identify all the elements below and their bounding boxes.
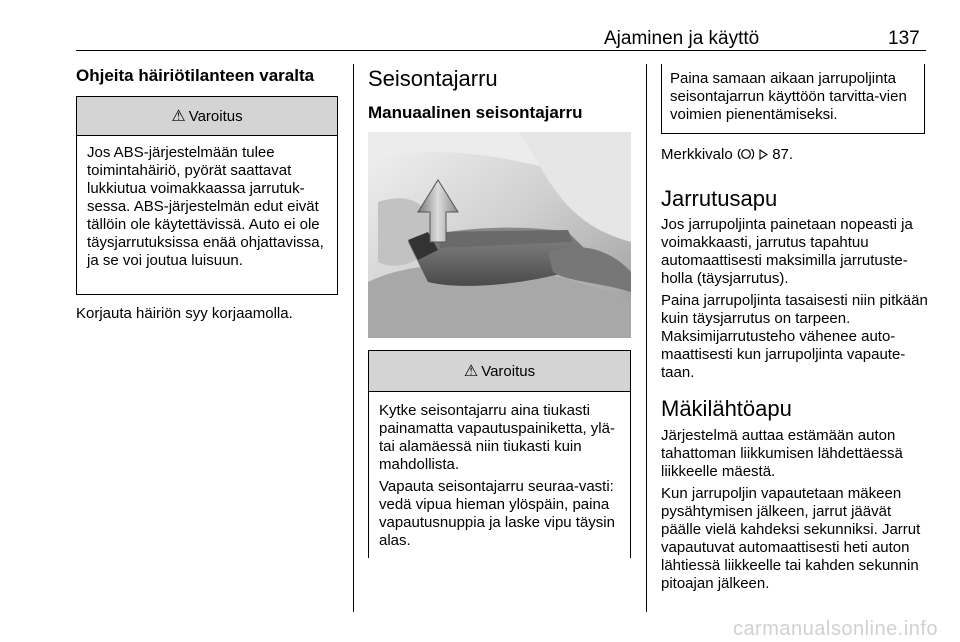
column-divider-right — [646, 64, 647, 612]
warning-triangle-icon: ⚠ — [171, 108, 186, 125]
hill-start-text — [661, 427, 929, 593]
warning-paragraph-1: Kytke seisontajarru aina tiukasti painamatta vapautuspainiketta, ylä- tai alamäessä niin tiukasti kuin mahdollista. — [379, 402, 615, 473]
warning-box-parking-brake — [368, 350, 631, 558]
watermark: carmanualsonline.info — [732, 618, 938, 640]
brake-assist-text — [661, 216, 929, 382]
warning-header — [77, 97, 337, 136]
reference-page-link[interactable]: 87. — [772, 146, 794, 163]
note-box-brake-pedal — [661, 64, 925, 134]
note-text: Paina samaan aikaan jarrupoljinta seisontajarrun käyttöön tarvitta-vien voimien pienentämiseksi. — [670, 70, 907, 123]
warning-triangle-icon: ⚠ — [463, 363, 479, 380]
running-header-title: Ajaminen ja käyttö — [604, 28, 760, 49]
warning-body — [77, 136, 337, 270]
parking-brake-illustration — [368, 132, 631, 338]
repair-paragraph: Korjauta häiriön syy korjaamolla. — [76, 305, 293, 322]
section-heading-parking-brake: Seisontajarru — [368, 66, 498, 91]
brake-warning-light-icon — [737, 146, 759, 163]
warning-light-label: Merkkivalo — [661, 146, 733, 163]
page-number: 137 — [888, 28, 920, 49]
brake-assist-paragraph-1: Jos jarrupoljinta painetaan nopeasti ja voimakkaasti, jarrutus tapahtuu automaattisesti maksimilla jarrutuste-holla (täysjarrutus). — [661, 216, 913, 287]
hill-start-paragraph-2: Kun jarrupoljin vapautetaan mäkeen pysähtymisen jälkeen, jarrut jäävät päälle vielä kahdeksi sekunniksi. Jarrut vapautuvat automaattisesti heti auton lähtiessä liikkeelle tai kahden sekunnin pitoajan jälkeen. — [661, 485, 921, 592]
warning-box-abs — [76, 96, 338, 295]
header-rule — [76, 50, 926, 51]
section-heading-hill-start-assist: Mäkilähtöapu — [661, 396, 792, 421]
subheading-manual-parking-brake: Manuaalinen seisontajarru — [368, 103, 583, 122]
brake-assist-paragraph-2: Paina jarrupoljinta tasaisesti niin pitkään kuin täysjarrutus on tarpeen. Maksimijarrutusteho vähenee auto-maattisesti kun jarrupoljinta vapaute-taan. — [661, 292, 928, 381]
warning-header — [369, 351, 630, 392]
section-heading-brake-assist: Jarrutusapu — [661, 186, 778, 211]
warning-body — [369, 392, 630, 550]
warning-title: Varoitus — [481, 362, 536, 380]
hill-start-paragraph-1: Järjestelmä auttaa estämään auton tahattoman liikkumisen lähdettäessä liikkeelle mäestä. — [661, 427, 903, 480]
warning-text: Jos ABS-järjestelmään tulee toimintahäiriö, pyörät saattavat lukkiutua voimakkaassa jarrutuk-sessa. ABS-järjestelmän edut eivät tällöin ole käytettävissä. Auto ei ole täysjarrutuksissa enää ohjattavissa, ja se voi joutua luisuun. — [87, 144, 324, 269]
warning-paragraph-2: Vapauta seisontajarru seuraa-vasti: vedä vipua hieman ylöspäin, paina vapautusnuppia ja laske vipu täysin alas. — [379, 478, 615, 549]
parking-brake-photo — [368, 132, 631, 338]
warning-light-reference — [661, 146, 926, 164]
section-heading-troubleshooting: Ohjeita häiriötilanteen varalta — [76, 66, 315, 85]
warning-title: Varoitus — [188, 107, 243, 125]
column-divider-left — [353, 64, 354, 612]
page-reference-arrow-icon — [759, 146, 772, 163]
